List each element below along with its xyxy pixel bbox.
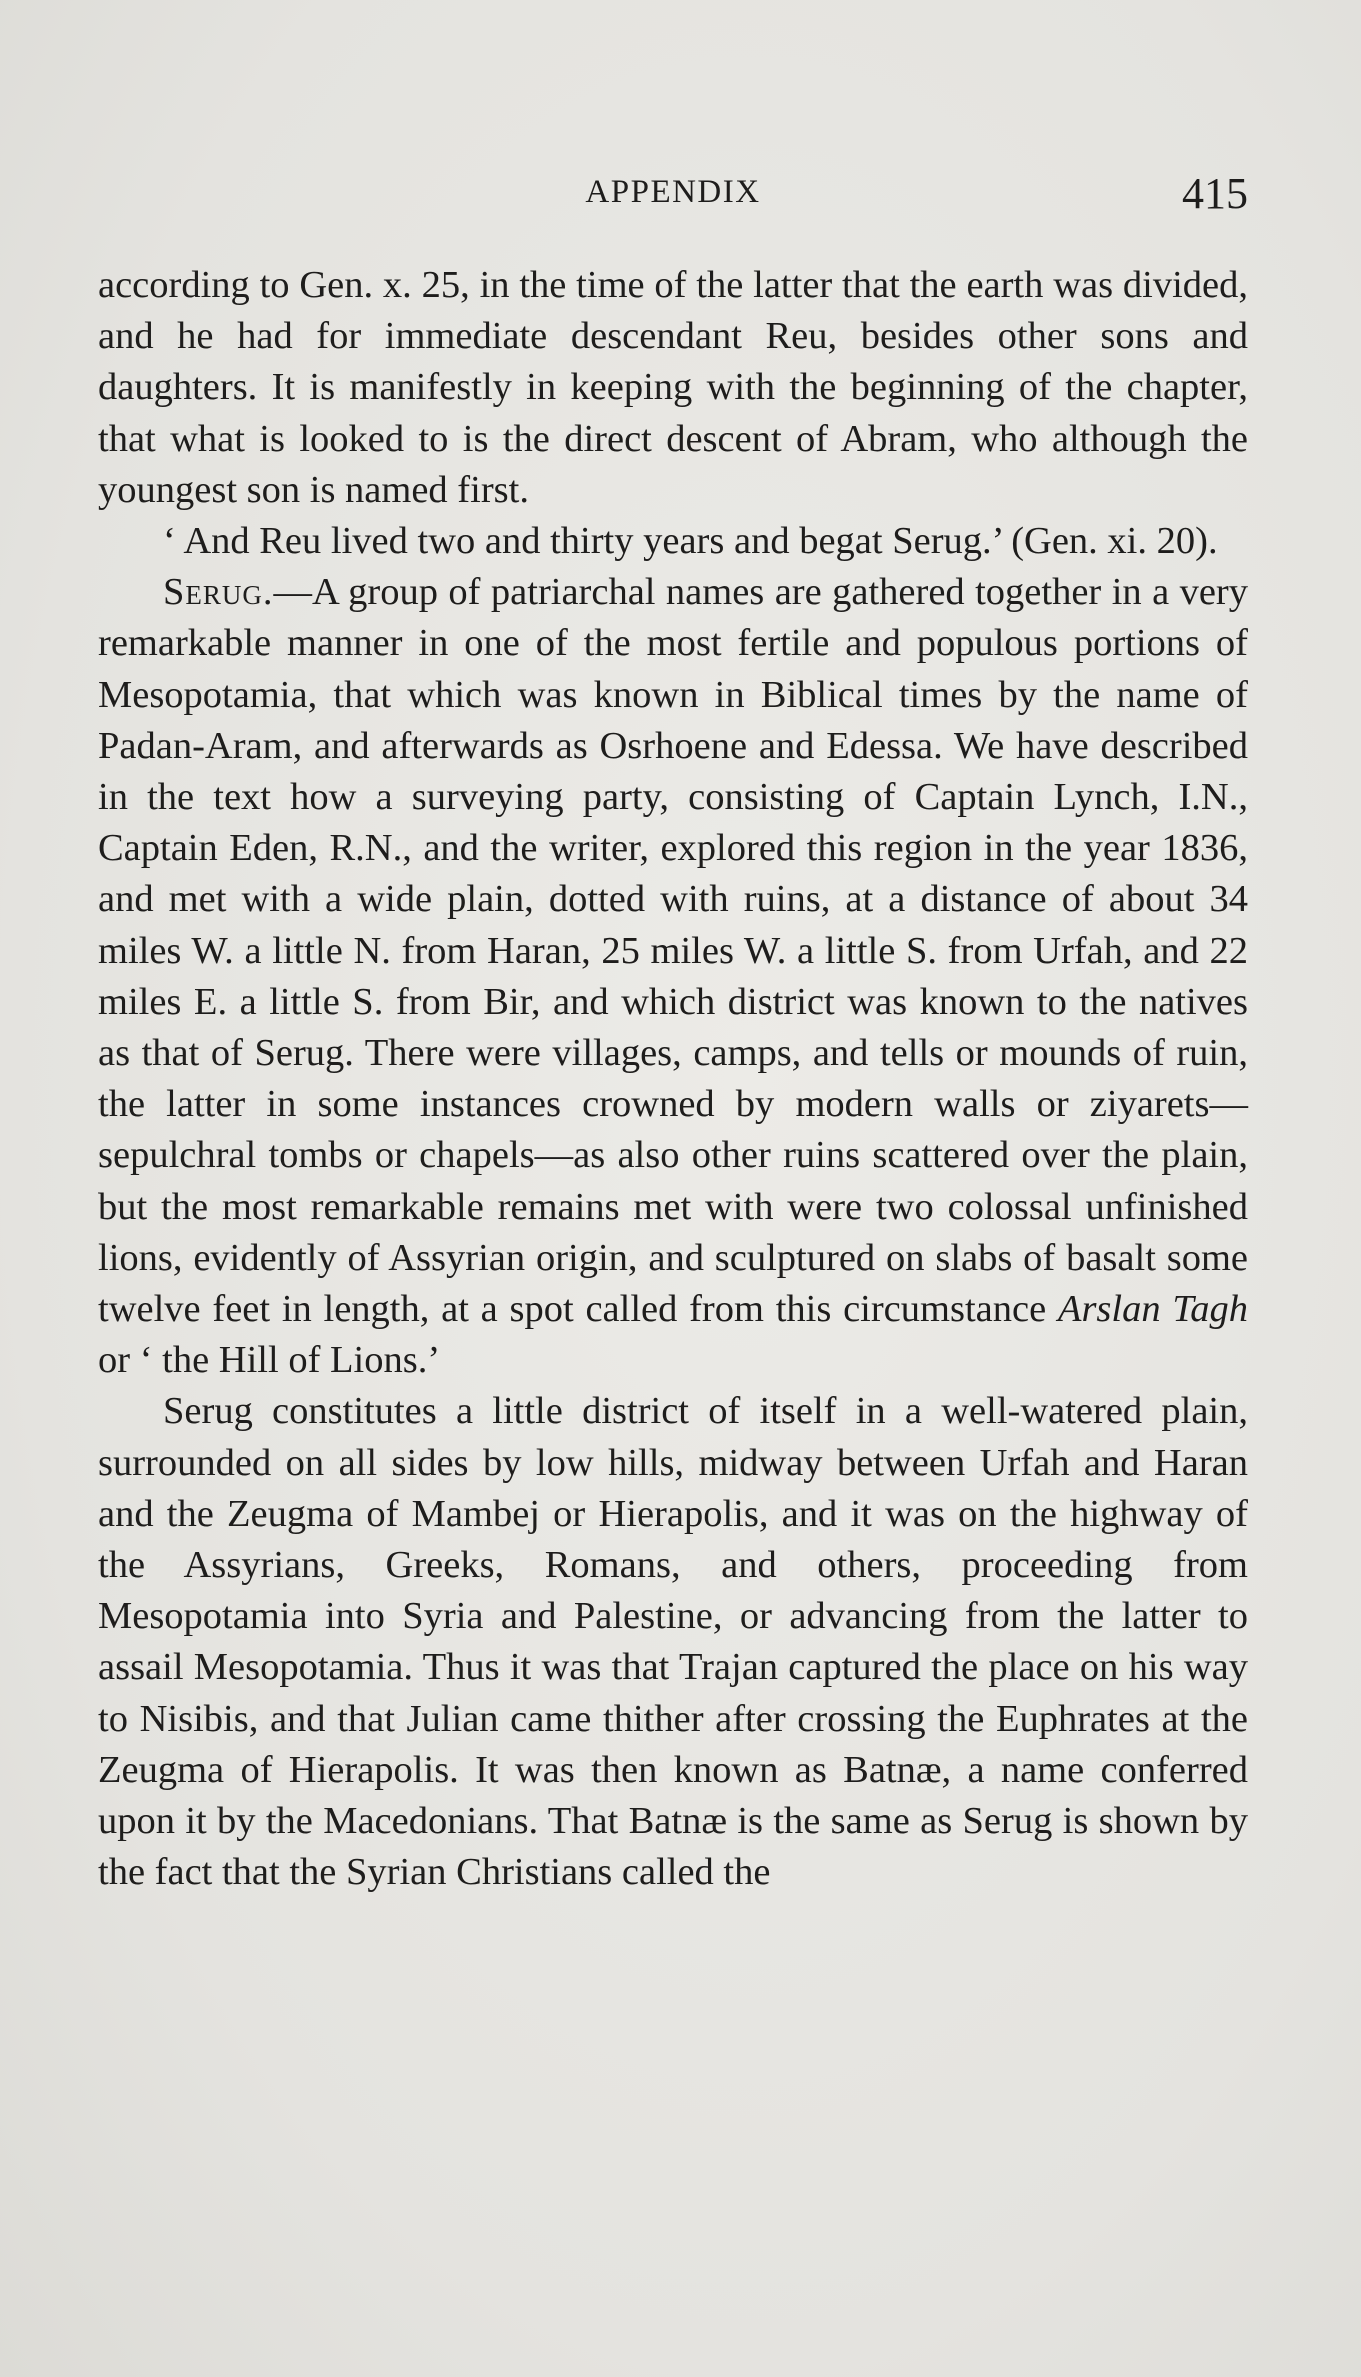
page-header: [98, 168, 1248, 228]
italic-place-name: Arslan Tagh: [1057, 1288, 1248, 1331]
paragraph-continuation: according to Gen. x. 25, in the time of the latter that the earth was divided, and he had for immediate descendant Reu, besides other sons and daughters. It is manifestly in keeping with the beginning of the chapter, that what is looked to is the direct descent of Abram, who although the youngest son is named first.: [98, 264, 1248, 511]
paragraph-quote: ‘ And Reu lived two and thirty years and begat Serug.’ (Gen. xi. 20).: [163, 520, 1218, 563]
section-heading-serug: Serug.: [163, 571, 274, 614]
body-text: [98, 260, 1248, 1899]
paragraph-serug-tail: or ‘ the Hill of Lions.’: [98, 1339, 441, 1382]
paragraph-serug: [98, 567, 1248, 1386]
running-head: APPENDIX: [585, 174, 761, 210]
paragraph-serug-district: Serug constitutes a little district of itself in a well-watered plain, surrounded on all sides by low hills, midway between Urfah and Haran and the Zeugma of Mambej or Hierapolis, and it was on the highway of the Assyrians, Greeks, Romans, and others, proceeding from Mesopotamia into Syria and Palestine, or advancing from the latter to assail Mesopotamia. Thus it was that Trajan captured the place on his way to Nisibis, and that Julian came thither after crossing the Euphrates at the Zeugma of Hierapolis. It was then known as Batnæ, a name conferred upon it by the Macedonians. That Batnæ is the same as Serug is shown by the fact that the Syrian Christians called the: [98, 1390, 1248, 1894]
paragraph-serug-text: —A group of patriarchal names are gathered together in a very remarkable manner in one of the most fertile and populous portions of Mesopotamia, that which was known in Biblical times by the name of Padan-Aram, and afterwards as Osrhoene and Edessa. We have described in the text how a surveying party, consisting of Captain Lynch, I.N., Captain Eden, R.N., and the writer, explored this region in the year 1836, and met with a wide plain, dotted with ruins, at a distance of about 34 miles W. a little N. from Haran, 25 miles W. a little S. from Urfah, and 22 miles E. a little S. from Bir, and which district was known to the natives as that of Serug. There were villages, camps, and tells or mounds of ruin, the latter in some instances crowned by modern walls or ziyarets—sepulchral tombs or chapels—as also other ruins scattered over the plain, but the most remarkable remains met with were two colossal unfinished lions, evidently of Assyrian origin, and sculptured on slabs of basalt some twelve feet in length, at a spot called from this circumstance: [98, 571, 1248, 1331]
page-number: 415: [1182, 169, 1248, 218]
